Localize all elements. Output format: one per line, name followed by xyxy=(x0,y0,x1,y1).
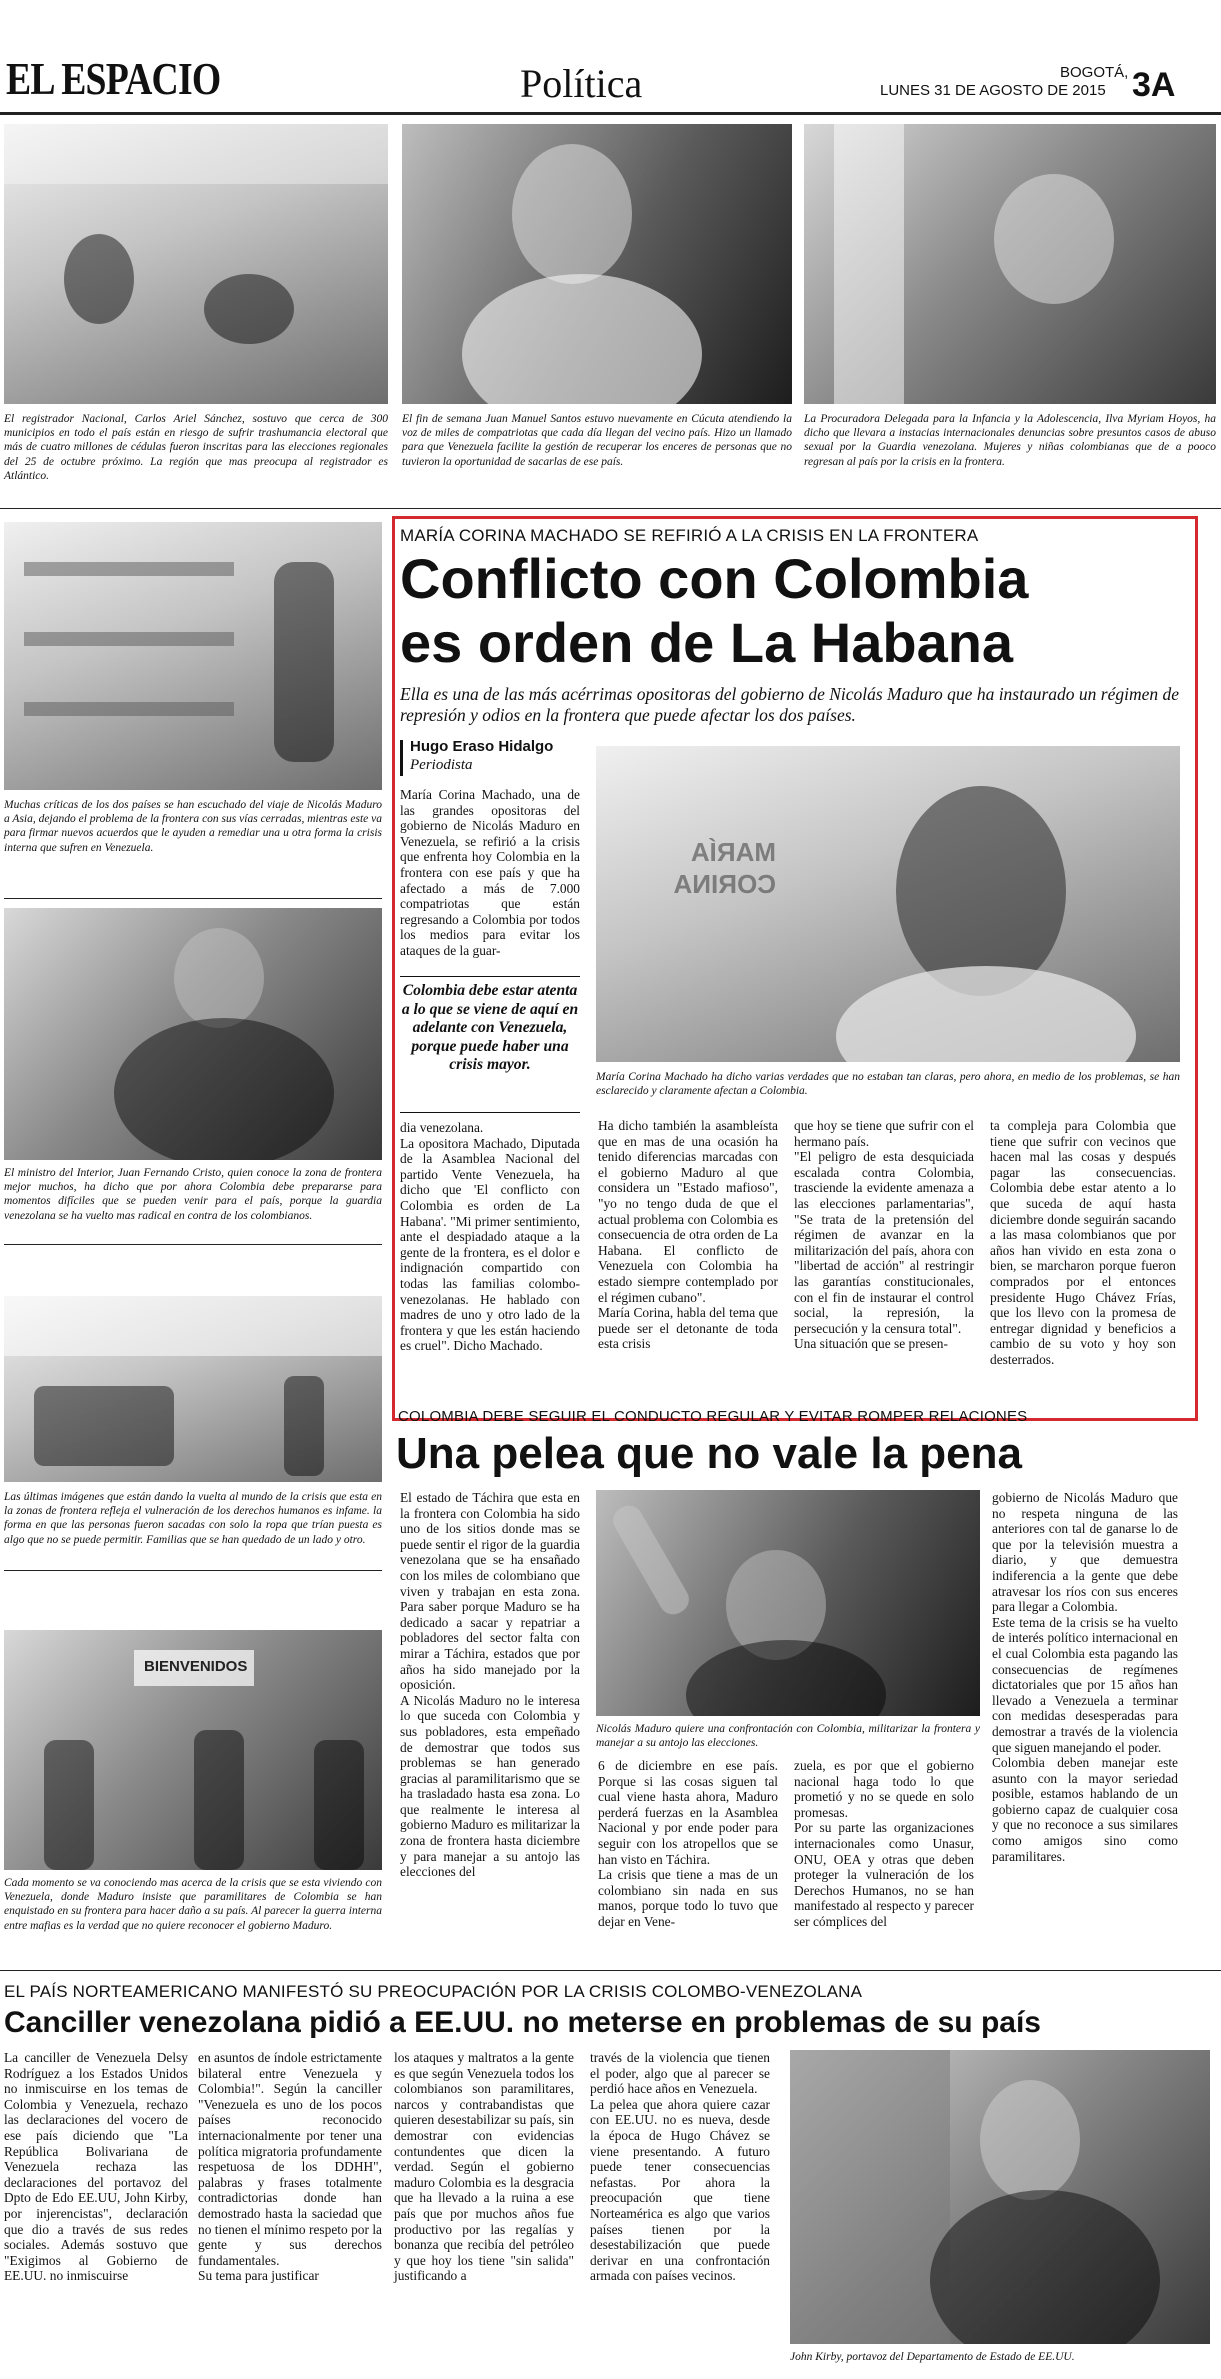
top-row-rule xyxy=(0,508,1221,509)
photo-border-families xyxy=(4,1296,382,1482)
photo-procuradora xyxy=(804,124,1216,404)
caption-registraduria: El registrador Nacional, Carlos Ariel Sánchez, sostuvo que cerca de 300 municipios en todo el país están en riesgo de sufrir trashumancia electoral que más de cuatro millones de cédulas fueron inscritas para las elecciones regionales del 25 de octubre próximo. La región que mas preocupa al registrador es Atlántico. xyxy=(4,413,388,482)
photo-machado xyxy=(596,746,1180,1062)
article2-headline: Una pelea que no vale la pena xyxy=(396,1429,1022,1478)
article1-headline-line1: Conflicto con Colombia xyxy=(400,547,1029,610)
article3-kicker: EL PAÍS NORTEAMERICANO MANIFESTÓ SU PREOCUPACIÓN POR LA CRISIS COLOMBO-VENEZOLANA xyxy=(4,1982,863,2001)
article1-col4: ta compleja para Colombia que tiene que sufrir con vecinos que hacen mal las cosas y después pagar las consecuencias. Colombia debe estar atento a lo que suceda de aquí hasta diciembre donde seguirán sacando a las masa colombianos que por años han vivido en esta zona o bien, se marcharon porque fueron comprados por el entonces presidente Hugo Chávez Frías, que los llevo con la promesa de entregar dignidad y beneficios a cambio de su voto y hoy son desterrados. xyxy=(990,1118,1176,1367)
left-rule-2 xyxy=(4,1244,382,1245)
article3-col4: través de la violencia que tienen el poder, algo que al parecer se perdió hace años en Venezuela. La pelea que ahora quiere cazar con EE.UU. no es nueva, desde la época de Hugo Chávez se viene presentando. A futuro puede tener consecuencias nefastas. Por ahora la preocupación que tiene Norteamérica es algo que varios países tienen por la desestabilización que puede derivar en una confrontación armada con países vecinos. xyxy=(590,2050,770,2284)
article2-col1: El estado de Táchira que esta en la frontera con Colombia ha sido uno de los sitios donde mas se puede sentir el rigor de la guardia venezolana que se ha ensañado con los miles de colombiano que viven y trabajan en esta zona. Para saber porque Maduro se ha dedicado a sacar y repatriar a pobladores del sector falta con mirar a Táchira, estados que por años ha sido manejado por la oposición. A Nicolás Maduro no le interesa lo que suceda con Colombia y sus pobladores, esta empeñado de demostrar que todos sus problemas se han generado gracias al paramilitarismo que se ha trasladado hasta esa zona. Lo que realmente le interesa al gobierno Maduro es militarizar la zona de frontera hasta diciembre y para manejar a su antojo las elecciones del xyxy=(400,1490,580,1880)
article2-col3: zuela, es por que el gobierno nacional haga todo lo que prometió y no se quede en solo promesas. Por su parte las organizaciones internacionales como Unasur, ONU, OEA y otras que deben proteger la vulneración de los Derechos Humanos, no se han manifestado al respecto y parecer ser cómplices del xyxy=(794,1758,974,1929)
caption-border-families: Las últimas imágenes que están dando la vuelta al mundo de la crisis que esta en la zonas de frontera refleja el vulneración de los derechos humanos es infame. la forma en que las personas fueron sacadas con solo la ropa que trían puesta es algo que no se puede permitir. Familias que se han quedado de un lado y otro. xyxy=(4,1491,382,1546)
photo-santos xyxy=(402,124,792,404)
pullquote-rule-top xyxy=(400,976,580,977)
caption-border-guards: Cada momento se va conociendo mas acerca de la crisis que se esta viviendo con Venezuela, donde Maduro insiste que paramilitares de Colombia se han enquistado en su frontera para hacer daño a su país. Al parecer la guerra interna entre mafias es la verdad que no quiere reconocer el gobierno Maduro. xyxy=(4,1877,382,1932)
article2-col4: gobierno de Nicolás Maduro que no respeta ninguna de las anteriores con tal de ganarse lo de que por la televisión muestra a diario, y que demuestra indiferencia a la gente que debe atravesar los ríos con sus enceres para llegar a Colombia. Este tema de la crisis se ha vuelto de interés político internacional en el cual Colombia esta pagando las consecuencias de regímenes dictatoriales que por 15 años han llevado a Venezuela a terminar con medidas desesperadas para demostrar a través de la violencia que siguen manejando el poder. Colombia deben manejar este asunto con la mayor seriedad posible, estamos hablando de un gobierno capaz de cualquier cosa y que no reconoce a sus similares como amigos sino como paramilitares. xyxy=(992,1490,1178,1864)
article2-kicker: COLOMBIA DEBE SEGUIR EL CONDUCTO REGULAR Y EVITAR ROMPER RELACIONES xyxy=(398,1408,1028,1425)
caption-shelves: Muchas críticas de los dos países se han escuchado del viaje de Nicolás Maduro a Asia, dejando el problema de la frontera con sus vías cerradas, mientras este va para firmar nuevos acuerdos que le ayuden a remediar una u otra forma la crisis interna que sufren en Venezuela. xyxy=(4,799,382,854)
article3-top-rule xyxy=(0,1970,1221,1971)
article1-headline-line2: es orden de La Habana xyxy=(400,611,1014,674)
page-number: 3A xyxy=(1132,66,1176,104)
byline-bar xyxy=(400,740,403,776)
article1-author-role: Periodista xyxy=(410,757,473,773)
photo-cristo xyxy=(4,908,382,1160)
city: BOGOTÁ, xyxy=(1060,64,1129,81)
article1-author: Hugo Eraso Hidalgo xyxy=(410,738,554,755)
sign-text: BIENVENIDOS xyxy=(144,1658,248,1675)
article3-col2: en asuntos de índole estrictamente bilateral entre Venezuela y Colombia!". Según la canciller "Venezuela es uno de los pocos países reconocido internacionalmente por tener una política migratoria profundamente respetuosa de los DDHH", palabras y frases totalmente contradictorias donde han demostrado hasta la saciedad que no tienen el mínimo respeto por la gente y sus derechos fundamentales. Su tema para justificar xyxy=(198,2050,382,2284)
caption-maduro: Nicolás Maduro quiere una confrontación con Colombia, militarizar la frontera y manejar a su antojo las elecciones. xyxy=(596,1723,980,1750)
article1-kicker: MARÍA CORINA MACHADO SE REFIRIÓ A LA CRISIS EN LA FRONTERA xyxy=(400,526,979,545)
article1-col1-top: María Corina Machado, una de las grandes opositoras del gobierno de Nicolás Maduro en Venezuela, se refirió a la crisis que enfrenta hoy Colombia en la frontera con ese país y que ha afectado a más de 7.000 compatriotas que están regresando a Colombia por todos los medios para evitar los ataques de la guar- xyxy=(400,787,580,958)
photo-border-guards xyxy=(4,1630,382,1870)
caption-cristo: El ministro del Interior, Juan Fernando Cristo, quien conoce la zona de frontera mejor muchos, ha dicho que por ahora Colombia debe prepararse para momentos difíciles que se pueden venir para el país, porque la guardia venezolana se ha vuelto mas radical en contra de los colombianos. xyxy=(4,1167,382,1222)
photo-registraduria xyxy=(4,124,388,404)
pullquote-rule-bottom xyxy=(400,1112,580,1113)
left-rule-1 xyxy=(4,898,382,899)
photo-empty-shelves xyxy=(4,522,382,790)
left-rule-3 xyxy=(4,1570,382,1571)
article1-deck: Ella es una de las más acérrimas opositoras del gobierno de Nicolás Maduro que ha instaurado un régimen de represión y odios en la frontera que puede afectar los dos países. xyxy=(400,684,1180,725)
article1-pullquote: Colombia debe estar atenta a lo que se viene de aquí en adelante con Venezuela, porque puede haber una crisis mayor. xyxy=(401,982,579,1073)
article2-col2: 6 de diciembre en ese país. Porque si las cosas siguen tal cual viene hasta ahora, Maduro perderá fuerzas en la Asamblea Nacional y por ende poder para seguir con los atropellos que se han visto en Táchira. La crisis que tiene a mas de un colombiano sin nada en sus manos, porque todo lo tuvo que dejar en Vene- xyxy=(598,1758,778,1929)
caption-kirby: John Kirby, portavoz del Departamento de Estado de EE.UU. xyxy=(790,2351,1075,2363)
masthead xyxy=(0,0,1221,118)
publication-date: LUNES 31 DE AGOSTO DE 2015 xyxy=(880,82,1106,99)
caption-machado: María Corina Machado ha dicho varias verdades que no estaban tan claras, pero ahora, en medio de los problemas, se han esclarecido y claramente afectan a Colombia. xyxy=(596,1071,1180,1098)
poster-text: MARÍA CORINA xyxy=(673,837,776,899)
article3-col1: La canciller de Venezuela Delsy Rodríguez a los Estados Unidos no inmiscuirse en los temas de Colombia y Venezuela, rechazo las declaraciones del vocero de ese país diciendo que "La República Bolivariana de Venezuela rechaza las declaraciones del portavoz del Dpto de Edo EE.UU, John Kirby, por injerencistas", declaración que dio a través de sus redes sociales. Además sostuvo que "Exigimos al Gobierno de EE.UU. no inmiscuirse xyxy=(4,2050,188,2284)
caption-santos: El fin de semana Juan Manuel Santos estuvo nuevamente en Cúcuta atendiendo la voz de miles de compatriotas que cada día llegan del vecino país. Hizo un llamado para que Venezuela facilite la gestión de recuperar los enceres de personas que no tuvieron la oportunidad de sacarlas de ese país. xyxy=(402,413,792,468)
article3-headline: Canciller venezolana pidió a EE.UU. no meterse en problemas de su país xyxy=(4,2006,1041,2039)
section-title: Política xyxy=(520,61,643,106)
masthead-rule xyxy=(0,112,1221,115)
newspaper-logo: EL ESPACIO xyxy=(6,53,221,104)
article1-col1-bottom: dia venezolana. La opositora Machado, Diputada de la Asamblea Nacional del partido Vente Venezuela, ha dicho que 'El conflicto con Colombia es orden de La Habana'. "Mi primer sentimiento, ante el despiadado ataque a la gente de la frontera, es el dolor e indignación compartido con todas las familias colombo-venezolanas. He hablado con madres de uno y otro lado de la frontera y que les están haciendo es cruel". Dicho Machado. xyxy=(400,1120,580,1354)
photo-kirby xyxy=(790,2050,1210,2344)
article3-col3: los ataques y maltratos a la gente es que según Venezuela todos los colombianos son paramilitares, narcos y contrabandistas que quieren desestabilizar su país, sin demostrar con evidencias contundentes que dicen la verdad. Según el gobierno maduro Colombia es la desgracia que ha llevado a la ruina a ese país que por muchos años fue productivo por las regalías y bonanza que recibía del petróleo y que hoy los tiene "sin salida" justificando a xyxy=(394,2050,574,2284)
photo-maduro xyxy=(596,1490,980,1716)
article1-col2: Ha dicho también la asambleísta que en mas de una ocasión ha tenido diferencias marcadas con el gobierno Maduro al que considera un "Estado mafioso", "yo no tengo duda de que el actual problema con Colombia es consecuencia de otra orden de La Habana. El conflicto de Venezuela con Colombia ha estado siempre contemplado por el régimen cubano". María Corina, habla del tema que puede ser el detonante de toda esta crisis xyxy=(598,1118,778,1352)
article1-col3: que hoy se tiene que sufrir con el hermano país. "El peligro de esta desquiciada escalada contra Colombia, trasciende la evidente amenaza a las elecciones parlamentarias", "Se trata de la pretensión del régimen de avanzar en la militarización del país, ahora con "libertad de acción" al restringir las garantías constitucionales, con el fin de instaurar el control social, la represión, la persecución y la censura total". Una situación que se presen- xyxy=(794,1118,974,1352)
caption-procuradora: La Procuradora Delegada para la Infancia y la Adolescencia, Ilva Myriam Hoyos, ha dicho que llevara a instacias internacionales denuncias sobre presuntos casos de abuso sexual por la Guardia venezolana. Mujeres y niñas colombianas que de a pooco regresan al país por la crisis en la frontera. xyxy=(804,413,1216,468)
